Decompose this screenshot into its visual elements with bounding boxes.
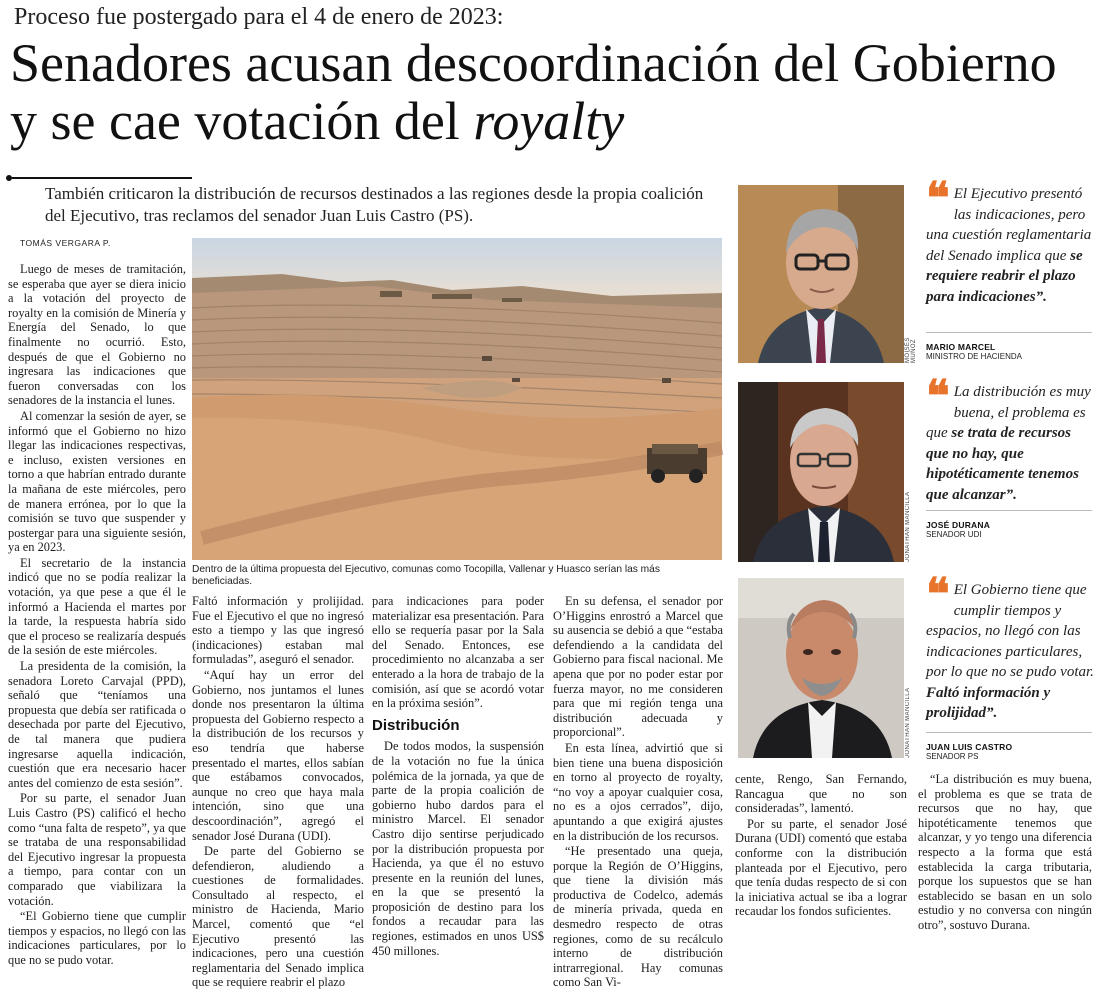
person-photo <box>738 578 904 758</box>
portrait-juan-luis-castro <box>738 578 904 758</box>
column-1 <box>8 262 186 967</box>
quote-durana <box>926 371 1096 505</box>
paragraph: “He presentado una queja, porque la Región de O’Higgins, que tiene la división más productiva de Codelco, además de minería privada, queda en desmedro respecto de otras regiones, como de su recálculo interno de distribución intrarregional. Hay comunas como San Vi- <box>553 844 723 990</box>
person-photo <box>738 382 904 562</box>
quote-mark-icon: ❝ <box>926 569 950 620</box>
portrait-mario-marcel <box>738 185 904 363</box>
paragraph: El secretario de la instancia indicó que no se podía realizar la votación, ya que pese a que él le informó a Hacienda el martes por la tarde, la respuesta habría sido que el proceso se realizaría después de la sesión de este miércoles. <box>8 555 186 658</box>
mine-illustration <box>192 238 722 560</box>
headline <box>10 34 1090 150</box>
column-3 <box>372 594 544 958</box>
person-photo <box>738 185 904 363</box>
paragraph: En su defensa, el senador por O’Higgins enrostró a Marcel que su ausencia se debió a que “estaba defendiendo a la candidata del Gobierno para fiscal nacional. Me apena que por no poder estar por fuerza mayor, no me consideren para que mi región tenga una distribución adecuada y proporcional”. <box>553 594 723 740</box>
paragraph: Al comenzar la sesión de ayer, se informó que el Gobierno no hizo llegar las indicaciones respectivas, e incluso, existen versiones en torno a que habrían entrado durante la mañana de este miércoles, pero de manera errónea, por lo que la comisión se tuvo que suspender y postergar para una siguiente sesión, ya en 2023. <box>8 408 186 555</box>
photo-credit: MOISÉS MUÑOZ <box>905 337 917 363</box>
column-6 <box>918 772 1092 934</box>
paragraph: Por su parte, el senador Juan Luis Castro (PS) calificó el hecho como “una falta de respeto”, ya que se trataba de una responsabilidad del Ejecutivo ingresar la propuesta a tiempo, para contar con un comparado que viabilizara la votación. <box>8 791 186 908</box>
paragraph: La presidenta de la comisión, la senadora Loreto Carvajal (PPD), señaló que “teníamos una propuesta que debía ser ratificada o desechada por parte del Ejecutivo, de tal manera que pudiera ingresarse aquella indicación, cuestión que era necesario hacer antes del comienzo de esta sesión”. <box>8 659 186 790</box>
paragraph: De parte del Gobierno se defendieron, aludiendo a cuestiones de formalidades. Consultado al respecto, el ministro de Hacienda, Mario Marcel, comentó que “el Ejecutivo presentó las indicaciones, pero una cuestión reglamentaria del Senado implica que se requiere reabrir el plazo <box>192 844 364 990</box>
header-rule <box>12 177 192 179</box>
kicker: Proceso fue postergado para el 4 de enero de 2023: <box>14 4 504 30</box>
section-heading: Distribución <box>372 716 460 734</box>
quote-text-bold: se requiere reabrir el plazo para indicaciones”. <box>926 247 1083 305</box>
quote-role: SENADOR PS <box>926 752 979 761</box>
paragraph: cente, Rengo, San Fernando, Rancagua que no son consideradas”, lamentó. <box>735 772 907 816</box>
headline-italic: royalty <box>473 91 625 151</box>
photo-credit: JONATHAN MANCILLA <box>905 491 911 562</box>
headline-main: Senadores acusan descoordinación del Gobierno y se cae votación del <box>10 33 1057 151</box>
quote-name: MARIO MARCEL <box>926 342 996 352</box>
photo-caption: Dentro de la última propuesta del Ejecutivo, comunas como Tocopilla, Vallenar y Huasco serían las más beneficiadas. <box>192 564 660 587</box>
quote-mark-icon: ❝ <box>926 173 950 224</box>
paragraph: Por su parte, el senador José Durana (UDI) comentó que estaba conforme con la distribución planteada por el Ejecutivo, pero que tenía dudas respecto de si con la iniciativa actual se iba a lograr recaudar los fondos suficientes. <box>735 816 907 919</box>
paragraph: “Aquí hay un error del Gobierno, nos juntamos el lunes donde nos presentaron la última propuesta del Gobierno respecto a la distribución de los recursos y eso tendría que haberse presentado el martes, ellos sabían que estábamos convocados, aunque no creo que haya mala intención, sino que una descoordinación”, agregó el senador José Durana (UDI). <box>192 667 364 843</box>
portrait-jose-durana <box>738 382 904 562</box>
quote-role: MINISTRO DE HACIENDA <box>926 352 1023 361</box>
paragraph: Faltó información y prolijidad. Fue el Ejecutivo el que no ingresó esto a tiempo y las que ingresó (indicaciones) estaban mal formuladas”, aseguró el senador. <box>192 594 364 667</box>
quote-text: El Gobierno tiene que cumplir tiempos y espacios, no llegó con las indicaciones particulares, por lo que no se pudo votar. <box>926 582 1094 680</box>
quote-marcel <box>926 173 1096 307</box>
paragraph: Luego de meses de tramitación, se esperaba que ayer se diera inicio a la votación del proyecto de royalty en la comisión de Minería y Energía del Senado, lo que finalmente no ocurrió. Esto, después de que el Gobierno no ingresara las indicaciones que fueron conversadas con los senadores de la instancia el lunes. <box>8 262 186 408</box>
paragraph: “El Gobierno tiene que cumplir tiempos y espacios, no llegó con las indicaciones particulares, por lo que no se pudo votar. <box>8 909 186 967</box>
paragraph: “La distribución es muy buena, el problema es que se trata de recursos que no hay, que hipotéticamente tenemos que alcanzar, y yo tengo una diferencia respecto a la forma que está establecida la carga tributaria, porque los supuestos que se han establecido se basan en un solo estudio y no conversa con ningún otro”, sostuvo Durana. <box>918 772 1092 932</box>
quote-castro <box>926 569 1096 724</box>
subhead: También criticaron la distribución de recursos destinados a las regiones desde la propia coalición del Ejecutivo, tras reclamos del senador Juan Luis Castro (PS). <box>45 184 704 225</box>
quote-divider <box>926 732 1092 733</box>
column-5 <box>735 772 907 934</box>
quote-divider <box>926 510 1092 511</box>
column-2 <box>192 594 364 990</box>
quote-text: La distribución es muy buena, el problema es que <box>926 384 1091 441</box>
byline: TOMÁS VERGARA P. <box>20 238 111 248</box>
quote-mark-icon: ❝ <box>926 371 950 422</box>
quote-name: JOSÉ DURANA <box>926 520 991 530</box>
quote-role: SENADOR UDI <box>926 530 982 539</box>
quote-text-bold: se trata de recursos que no hay, que hipotéticamente tenemos que alcanzar”. <box>926 425 1079 503</box>
mine-photo <box>192 238 722 560</box>
paragraph: De todos modos, la suspensión de la votación no fue la única polémica de la jornada, ya que de parte de la propia coalición de gobierno hubo dardos para el ministro Marcel. El senador Castro dijo sentirse perjudicado por la distribución propuesta por Hacienda, ya que él no estuvo presente en la reunión del lunes, en la que se presentó la proposición de destino para los fondos a recaudar para las regiones, estimados en unos US$ 450 millones. <box>372 739 544 958</box>
column-4 <box>553 594 723 990</box>
paragraph: para indicaciones para poder materializar esa presentación. Para ello se requería pasar por la Sala del Senado. Entonces, ese procedimiento no alcanzaba a ser enterado a la hora de trabajo de la comisión, así que se acordó votar en la próxima sesión”. <box>372 594 544 711</box>
quote-text-bold: Faltó información y prolijidad”. <box>926 684 1051 721</box>
quote-text: El Ejecutivo presentó las indicaciones, pero una cuestión reglamentaria del Senado implica que <box>926 186 1092 264</box>
quote-name: JUAN LUIS CASTRO <box>926 742 1013 752</box>
quote-divider <box>926 332 1092 333</box>
photo-credit: JONATHAN MANCILLA <box>905 687 911 758</box>
paragraph: En esta línea, advirtió que si bien tiene una buena disposición en torno al proyecto de royalty, “no voy a apoyar cualquier cosa, no es a ojos cerrados”, dijo, apuntando a que exigirá ajustes en la distribución de los recursos. <box>553 740 723 843</box>
